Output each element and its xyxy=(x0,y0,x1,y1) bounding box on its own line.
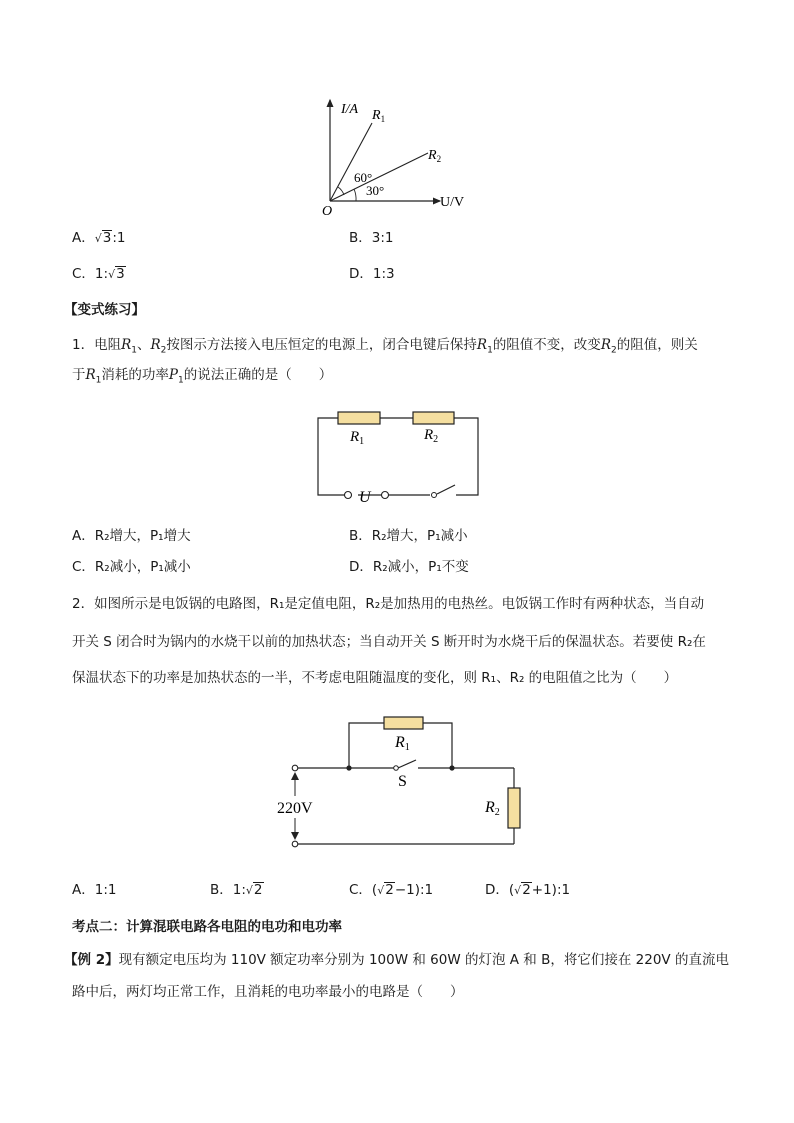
label-s: S xyxy=(398,773,407,790)
x-axis-label: U/V xyxy=(440,195,465,210)
question-2-line-3: 保温状态下的功率是加热状态的一半，不考虑电阻随温度的变化，则 R₁、R₂ 的电阻值之比为（ ） xyxy=(72,670,678,686)
q2-option-b: B．1:√2 xyxy=(210,882,263,898)
circuit-diagram-2 xyxy=(270,708,530,853)
label-u: U xyxy=(359,489,371,505)
resistor-r2 xyxy=(508,788,520,828)
label-r1: $R_1$ xyxy=(350,429,365,447)
section-heading-2: 考点二：计算混联电路各电阻的电功和电功率 xyxy=(72,919,342,935)
resistor-r2 xyxy=(413,412,454,424)
q1-option-b: B．R₂增大，P₁减小 xyxy=(349,528,468,544)
terminal-top xyxy=(292,765,298,771)
q2-option-d: D．(√2+1):1 xyxy=(485,882,571,898)
switch xyxy=(437,485,455,494)
example-2-line-1: 【例 2】现有额定电压均为 110V 额定功率分别为 100W 和 60W 的灯泡 A 和 B，将它们接在 220V 的直流电 xyxy=(64,952,729,968)
question-1-line-2: 于$R_1$消耗的功率$P_1$的说法正确的是（ ） xyxy=(72,367,333,386)
angle-60-label: 60° xyxy=(354,170,373,185)
terminal-left xyxy=(345,492,352,499)
label-voltage: 220V xyxy=(277,800,313,817)
iu-graph xyxy=(310,95,480,220)
label-r2: R2 xyxy=(485,799,500,818)
terminal-bottom xyxy=(292,841,298,847)
example-2-line-2: 路中后，两灯均正常工作，且消耗的电功率最小的电路是（ ） xyxy=(72,984,464,1000)
option-b: B．3:1 xyxy=(349,230,394,246)
q1-option-d: D．R₂减小，P₁不变 xyxy=(349,559,469,575)
option-a: A．√3:1 xyxy=(72,230,126,246)
q1-option-c: C．R₂减小，P₁减小 xyxy=(72,559,191,575)
origin-label: O xyxy=(322,204,333,219)
terminal-right xyxy=(382,492,389,499)
option-d: D．1:3 xyxy=(349,266,395,282)
q1-option-a: A．R₂增大，P₁增大 xyxy=(72,528,191,544)
option-c: C．1:√3 xyxy=(72,266,125,282)
r2-label: $R_2$ xyxy=(428,148,442,164)
y-axis-label: I/A xyxy=(341,102,359,117)
resistor-r1 xyxy=(384,717,423,729)
circuit-diagram-1 xyxy=(310,405,490,505)
r1-label: $R_1$ xyxy=(372,108,386,124)
question-2-line-2: 开关 S 闭合时为锅内的水烧干以前的加热状态；当自动开关 S 断开时为水烧干后的保温状态。若要使 R₂在 xyxy=(72,634,706,650)
q2-option-c: C．(√2−1):1 xyxy=(349,882,434,898)
resistor-r1 xyxy=(338,412,380,424)
q2-option-a: A．1:1 xyxy=(72,882,117,898)
question-2-line-1: 2．如图所示是电饭锅的电路图，R₁是定值电阻，R₂是加热用的电热丝。电饭锅工作时有两种状态，当自动 xyxy=(72,596,705,612)
label-r1: R1 xyxy=(395,734,410,753)
question-1-line-1: 1．电阻$R_1$、$R_2$按图示方法接入电压恒定的电源上，闭合电键后保持$R_1$的阻值不变，改变$R_2$的阻值，则关 xyxy=(72,337,698,356)
angle-30-label: 30° xyxy=(366,183,385,198)
label-r2: $R_2$ xyxy=(424,427,439,445)
section-heading: 【变式练习】 xyxy=(64,302,145,318)
